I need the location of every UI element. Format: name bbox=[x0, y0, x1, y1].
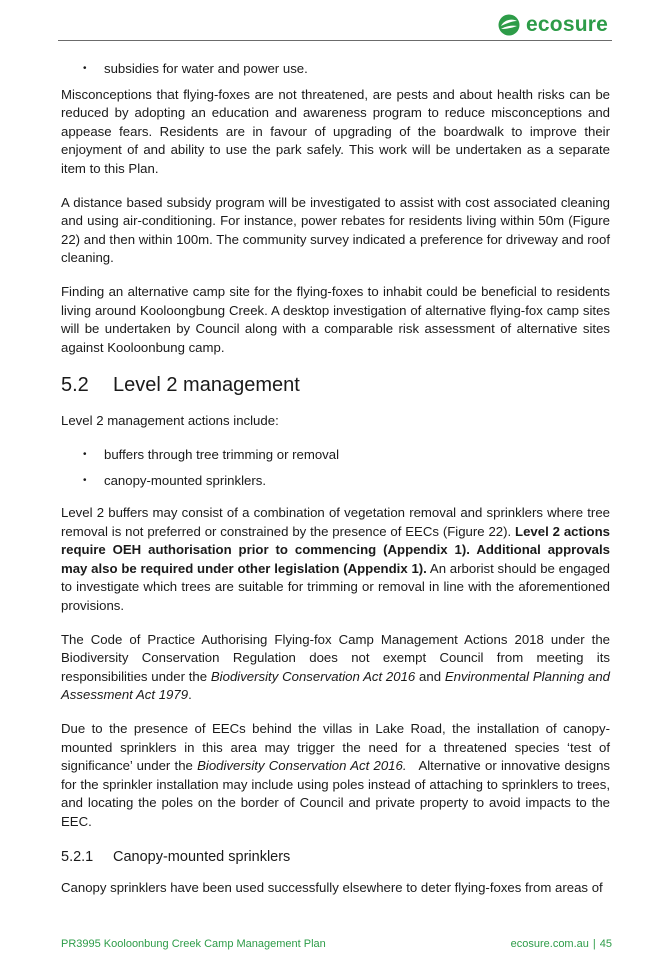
paragraph-code-of-practice bbox=[61, 631, 610, 705]
paragraph-subsidy: A distance based subsidy program will be investigated to assist with cost associated cleaning and using air-conditioning. For instance, power rebates for residents living within 50m (Figure 22) and then within 100m. The community survey indicated a preference for driveway and roof cleaning. bbox=[61, 194, 610, 266]
italic-text-run: Biodiversity Conservation Act 2016 bbox=[210, 668, 416, 684]
text-run: Due to the presence of EECs behind the villas in Lake Road, the installation of canopy-mounted sprinklers in this area may trigger the need for a threatened species ‘test of significance’ under the bbox=[61, 721, 610, 774]
footer-separator: | bbox=[592, 938, 596, 950]
text-run: Level 2 buffers may consist of a combination of vegetation removal and sprinklers where tree removal is not preferred or constrained by the presence of EECs (Figure 22). bbox=[61, 505, 610, 539]
paragraph-eec-sprinklers bbox=[61, 720, 614, 832]
text-run: An arborist should be engaged to investigate which trees are suitable for trimming or removal in line with the aforementioned provisions. bbox=[61, 560, 610, 614]
list-item: • buffers through tree trimming or removal bbox=[61, 446, 610, 465]
level2-actions-list bbox=[61, 446, 610, 490]
footer-right bbox=[511, 938, 612, 950]
italic-text-run: Environmental Planning and Assessment Act 1979 bbox=[61, 668, 610, 703]
text-run: and bbox=[415, 668, 445, 684]
footer-doc-title: PR3995 Kooloonbung Creek Camp Management Plan bbox=[61, 938, 326, 950]
header-divider bbox=[58, 40, 612, 41]
section-number: 5.2 bbox=[61, 374, 89, 397]
paragraph-canopy-sprinklers: Canopy sprinklers have been used successfully elsewhere to deter flying-foxes from areas of bbox=[61, 879, 603, 895]
footer-website: ecosure.com.au bbox=[510, 938, 589, 950]
paragraph-level2-buffers bbox=[61, 504, 610, 616]
logo-text: ecosure bbox=[526, 13, 608, 36]
section-title: Level 2 management bbox=[113, 374, 300, 397]
page-footer bbox=[61, 938, 612, 950]
ecosure-logo bbox=[498, 13, 608, 37]
text-run: . bbox=[188, 687, 192, 703]
paragraph-misconceptions: Misconceptions that flying-foxes are not threatened, are pests and about health risks can be reduced by adopting an education and awareness program to reduce misconceptions and appease fears. Residents are in favour of upgrading of the boardwalk to improve their enjoyment of and ability to use the park safely. This work will be undertaken as a separate item to this Plan. bbox=[61, 86, 610, 176]
page-number: 45 bbox=[599, 938, 612, 950]
list-item: • canopy-mounted sprinklers. bbox=[61, 472, 610, 491]
section-heading bbox=[61, 372, 610, 398]
text-run: The Code of Practice Authorising Flying-fox Camp Management Actions 2018 under the Biodiversity Conservation Regulation does not exempt Council from meeting its responsibilities under the bbox=[61, 631, 610, 684]
italic-text-run: Biodiversity Conservation Act 2016. bbox=[197, 758, 407, 774]
paragraph-level2-intro: Level 2 management actions include: bbox=[61, 413, 279, 429]
paragraph-alternative-site: Finding an alternative camp site for the flying-foxes to inhabit could be beneficial to residents living around Kooloongbung Creek. A desktop investigation of alternative flying-fox camp sites will be undertaken by Council along with a comparable risk assessment of alternative sites against Kooloonbung camp. bbox=[61, 283, 610, 355]
ecosure-leaf-icon bbox=[498, 14, 520, 36]
bold-text-run: Level 2 actions require OEH authorisation prior to commencing (Appendix 1). Additional approvals may also be required under other legislation (Appendix 1). bbox=[61, 523, 610, 576]
subsection-title: Canopy-mounted sprinklers bbox=[113, 848, 291, 865]
text-run: Alternative or innovative designs for the sprinkler installation may include using poles instead of attaching to sprinklers to trees, and locating the poles on the border of Council and private property to avoid impacts to the EEC. bbox=[61, 758, 614, 829]
page-body bbox=[61, 60, 614, 897]
subsection-number: 5.2.1 bbox=[61, 848, 94, 865]
subsection-heading bbox=[61, 847, 610, 867]
subsidy-bullet-list bbox=[61, 60, 610, 79]
list-item: • subsidies for water and power use. bbox=[61, 60, 610, 79]
